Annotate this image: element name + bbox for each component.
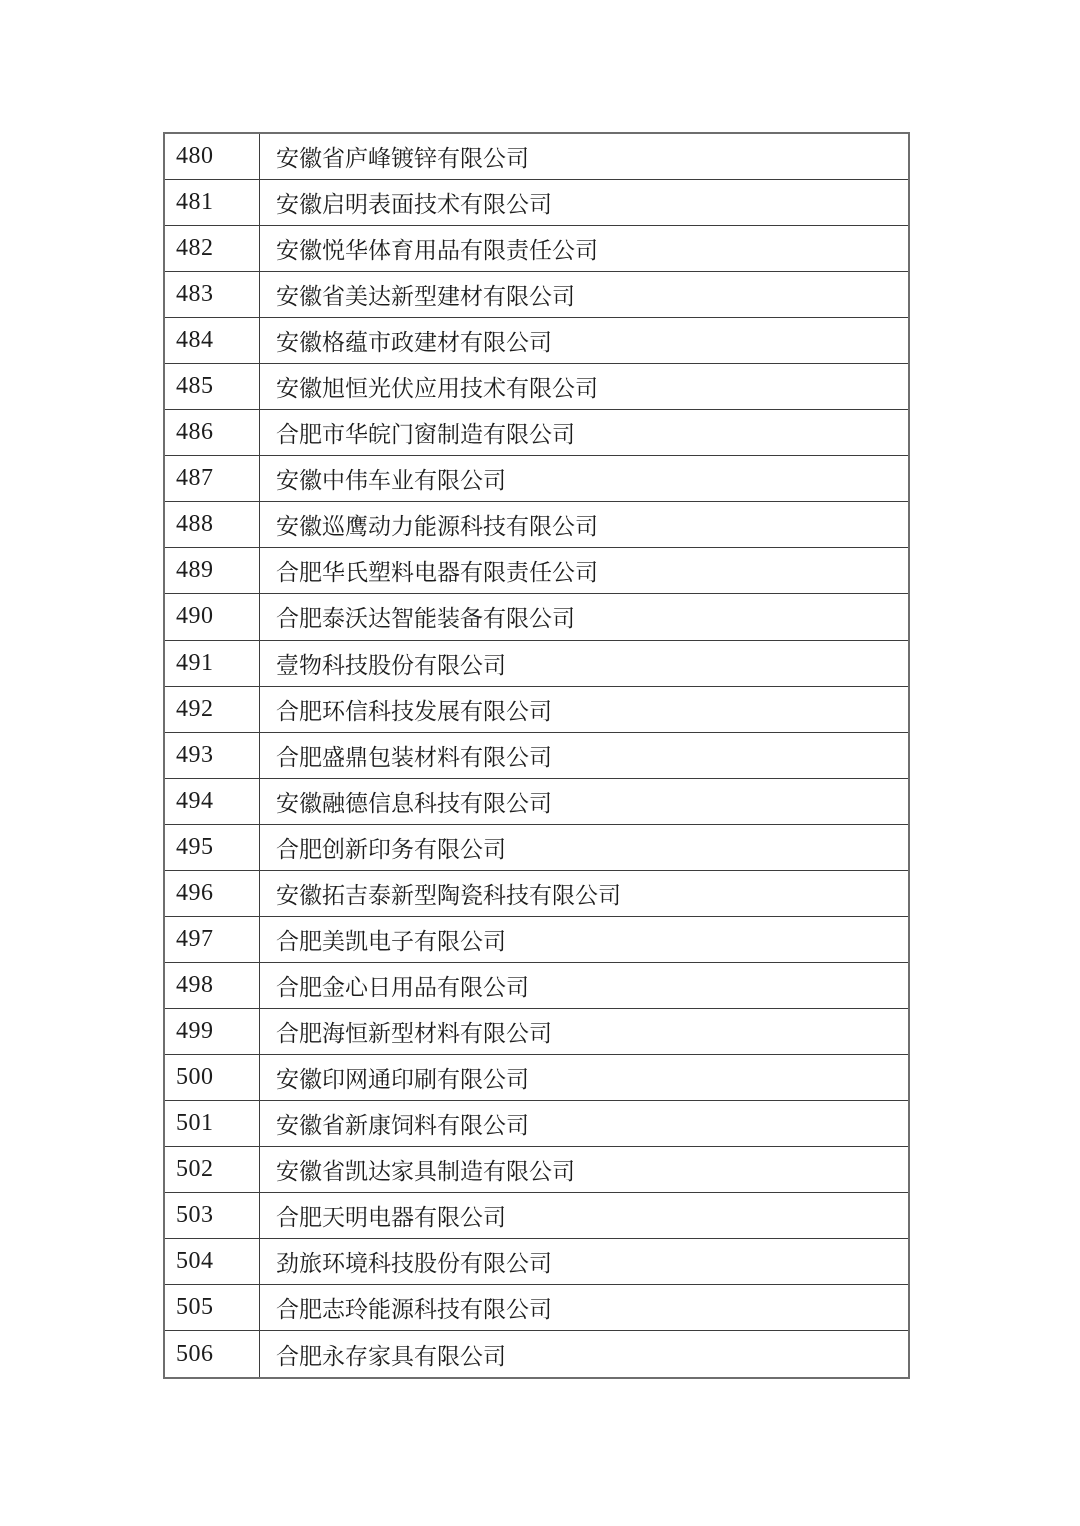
company-name: 合肥市华皖门窗制造有限公司 <box>276 422 575 448</box>
company-name: 壹物科技股份有限公司 <box>276 652 506 678</box>
company-name: 安徽格蕴市政建材有限公司 <box>276 330 552 356</box>
company-name: 安徽巡鹰动力能源科技有限公司 <box>276 514 598 540</box>
row-number: 495 <box>165 825 260 870</box>
row-number: 502 <box>165 1147 260 1192</box>
company-name: 安徽省美达新型建材有限公司 <box>276 284 575 310</box>
company-name: 合肥天明电器有限公司 <box>276 1205 506 1231</box>
table-row <box>165 410 908 456</box>
table-row <box>165 687 908 733</box>
table-row <box>165 917 908 963</box>
row-number: 481 <box>165 180 260 225</box>
company-name: 合肥泰沃达智能装备有限公司 <box>276 606 575 632</box>
table-row <box>165 733 908 779</box>
table-row <box>165 1055 908 1101</box>
company-name: 安徽中伟车业有限公司 <box>276 468 506 494</box>
table-row <box>165 871 908 917</box>
row-number: 480 <box>165 134 260 179</box>
company-name: 安徽启明表面技术有限公司 <box>276 192 552 218</box>
table-row <box>165 641 908 687</box>
table-row <box>165 1285 908 1331</box>
company-name: 合肥环信科技发展有限公司 <box>276 698 552 724</box>
row-number: 499 <box>165 1009 260 1054</box>
row-number: 484 <box>165 318 260 363</box>
company-name: 合肥华氏塑料电器有限责任公司 <box>276 560 598 586</box>
row-number: 485 <box>165 364 260 409</box>
table-row <box>165 364 908 410</box>
row-number: 489 <box>165 548 260 593</box>
table-row <box>165 779 908 825</box>
table-row <box>165 1101 908 1147</box>
row-number: 497 <box>165 917 260 962</box>
company-name: 合肥美凯电子有限公司 <box>276 928 506 954</box>
row-number: 506 <box>165 1331 260 1377</box>
table-row <box>165 1239 908 1285</box>
company-name: 安徽悦华体育用品有限责任公司 <box>276 238 598 264</box>
company-name: 合肥永存家具有限公司 <box>276 1343 506 1369</box>
row-number: 505 <box>165 1285 260 1330</box>
company-table <box>163 132 910 1379</box>
table-row <box>165 502 908 548</box>
table-row <box>165 134 908 180</box>
table-row <box>165 180 908 226</box>
company-name: 安徽省凯达家具制造有限公司 <box>276 1159 575 1185</box>
row-number: 483 <box>165 272 260 317</box>
row-number: 486 <box>165 410 260 455</box>
table-row <box>165 226 908 272</box>
company-name: 合肥盛鼎包装材料有限公司 <box>276 744 552 770</box>
company-name: 合肥海恒新型材料有限公司 <box>276 1020 552 1046</box>
row-number: 488 <box>165 502 260 547</box>
row-number: 482 <box>165 226 260 271</box>
table-row <box>165 594 908 640</box>
table-row <box>165 548 908 594</box>
company-name: 安徽融德信息科技有限公司 <box>276 790 552 816</box>
table-row <box>165 456 908 502</box>
row-number: 494 <box>165 779 260 824</box>
company-name: 劲旅环境科技股份有限公司 <box>276 1251 552 1277</box>
row-number: 501 <box>165 1101 260 1146</box>
row-number: 491 <box>165 641 260 686</box>
row-number: 500 <box>165 1055 260 1100</box>
table-row <box>165 963 908 1009</box>
row-number: 496 <box>165 871 260 916</box>
table-row <box>165 1331 908 1377</box>
company-name: 安徽省庐峰镀锌有限公司 <box>276 146 529 172</box>
company-name: 安徽拓吉泰新型陶瓷科技有限公司 <box>276 882 621 908</box>
company-name: 合肥志玲能源科技有限公司 <box>276 1297 552 1323</box>
company-name: 安徽旭恒光伏应用技术有限公司 <box>276 376 598 402</box>
row-number: 492 <box>165 687 260 732</box>
table-row <box>165 318 908 364</box>
row-number: 503 <box>165 1193 260 1238</box>
company-name: 安徽印网通印刷有限公司 <box>276 1066 529 1092</box>
table-row <box>165 825 908 871</box>
table-row <box>165 1147 908 1193</box>
row-number: 504 <box>165 1239 260 1284</box>
table-row <box>165 1009 908 1055</box>
row-number: 498 <box>165 963 260 1008</box>
row-number: 490 <box>165 594 260 639</box>
table-row <box>165 1193 908 1239</box>
company-name: 安徽省新康饲料有限公司 <box>276 1113 529 1138</box>
row-number: 493 <box>165 733 260 778</box>
table-row <box>165 272 908 318</box>
company-name: 合肥创新印务有限公司 <box>276 836 506 862</box>
row-number: 487 <box>165 456 260 501</box>
company-name: 合肥金心日用品有限公司 <box>276 974 529 1000</box>
